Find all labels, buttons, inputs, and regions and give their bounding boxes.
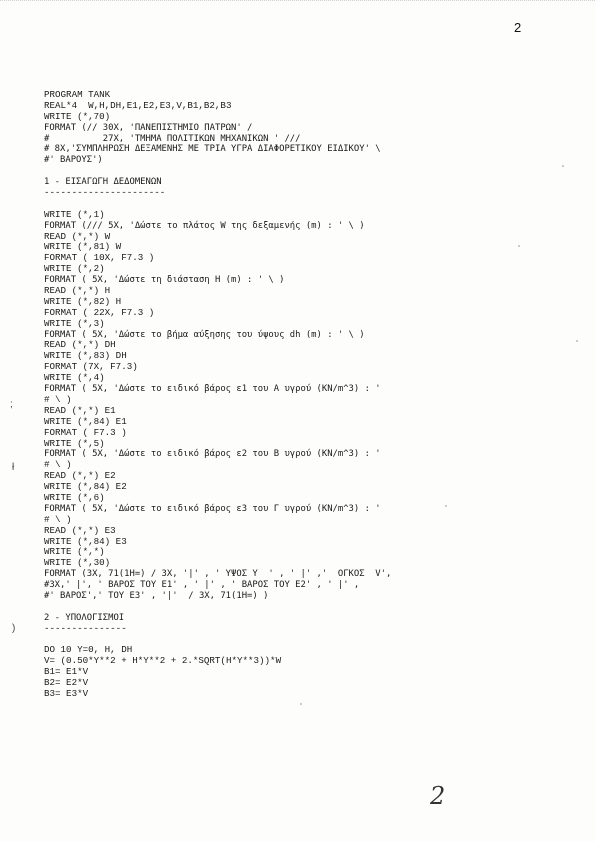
code-line: B2= E2*V — [44, 677, 89, 689]
code-line: WRITE (*,81) W — [44, 241, 122, 253]
page-number: 2 — [514, 20, 522, 35]
code-line: READ (*,*) H — [44, 285, 111, 297]
margin-mark: ) — [12, 623, 16, 634]
code-line: WRITE (*,*) — [44, 546, 105, 558]
scan-speck — [576, 340, 578, 342]
code-line: FORMAT ( 22X, F7.3 ) — [44, 306, 155, 318]
code-line: WRITE (*,84) E1 — [44, 415, 127, 427]
margin-mark: ł — [12, 462, 15, 473]
code-line: FORMAT (7X, F7.3) — [44, 361, 138, 373]
code-line: 1 - ΕΙΣΑΓΩΓΗ ΔΕΔΟΜΕΝΩΝ — [44, 177, 162, 188]
code-line: V= (0.50*Y**2 + H*Y**2 + 2.*SQRT(H*Y**3))*W — [44, 655, 282, 667]
scan-speck — [445, 505, 447, 507]
code-line: FORMAT (3X, 71(1H=) / 3X, '|' , ' ΥΨΟΣ Υ ' , ' |' ,' ΟΓΚΟΣ V', — [44, 569, 392, 580]
page-top-edge — [0, 0, 595, 2]
code-line: #3X,' |', ' ΒΑΡΟΣ ΤΟΥ Ε1' , ' |' , ' ΒΑΡΟΣ ΤΟΥ Ε2' , ' |' , — [44, 580, 360, 591]
handwritten-page-number: 2 — [430, 782, 446, 810]
code-line: WRITE (*,84) E2 — [44, 481, 127, 493]
code-line: WRITE (*,4) — [44, 372, 105, 384]
blank-line — [44, 199, 584, 210]
code-line: FORMAT ( 5X, 'Δώστε το ειδικό βάρος ε1 του Α υγρού (KN/m^3) : ' — [44, 384, 381, 395]
code-line: FORMAT ( F7.3 ) — [44, 426, 127, 438]
code-line: DO 10 Y=0, H, DH — [44, 644, 133, 656]
code-line: FORMAT (/// 5X, 'Δώστε το πλάτος W της δεξαμενής (m) : ' \ ) — [44, 220, 365, 231]
code-line: WRITE (*,2) — [44, 263, 105, 275]
code-line: FORMAT ( 5X, 'Δώστε τη διάσταση H (m) : ' \ ) — [44, 275, 285, 286]
scan-speck — [518, 245, 520, 247]
code-line: B3= E3*V — [44, 687, 89, 699]
code-line: WRITE (*,30) — [44, 557, 111, 569]
code-line: READ (*,*) E2 — [44, 470, 116, 482]
fortran-source-listing — [44, 90, 584, 700]
code-line: WRITE (*,83) DH — [44, 350, 127, 362]
code-line: FORMAT ( 5X, 'Δώστε το βήμα αύξησης του ύψους dh (m) : ' \ ) — [44, 329, 365, 340]
code-line: READ (*,*) DH — [44, 339, 116, 351]
code-line: WRITE (*,5) — [44, 437, 105, 449]
code-line: B1= E1*V — [44, 666, 89, 678]
code-line: # \ ) — [44, 393, 72, 405]
code-line: --------------- — [44, 622, 127, 634]
code-line: 2 - ΥΠΟΛΟΓΙΣΜΟΙ — [44, 612, 125, 623]
code-line: # 8X,'ΣΥΜΠΛΗΡΩΣΗ ΔΕΞΑΜΕΝΗΣ ΜΕ ΤΡΙΑ ΥΓΡΑ ΔΙΑΦΟΡΕΤΙΚΟΥ ΕΙΔΙΚΟΥ' \ — [44, 144, 381, 155]
blank-line — [44, 166, 584, 177]
code-line: WRITE (*,6) — [44, 491, 105, 503]
code-line: READ (*,*) W — [44, 230, 111, 242]
code-line: # 27X, 'ΤΜΗΜΑ ΠΟΛΙΤΙΚΩΝ ΜΗΧΑΝΙΚΩΝ ' /// — [44, 133, 301, 144]
code-line: PROGRAM TANK — [44, 89, 111, 100]
scan-speck — [562, 165, 564, 167]
code-line: FORMAT ( 5X, 'Δώστε το ειδικό βάρος ε2 του Β υγρού (KN/m^3) : ' — [44, 449, 381, 460]
code-line: READ (*,*) E3 — [44, 524, 116, 536]
code-line: FORMAT ( 5X, 'Δώστε το ειδικό βάρος ε3 του Γ υγρού (KN/m^3) : ' — [44, 503, 381, 514]
code-line: WRITE (*,84) E3 — [44, 535, 127, 547]
code-line: FORMAT ( 10X, F7.3 ) — [44, 252, 155, 264]
scan-speck — [300, 703, 302, 705]
margin-mark: ; — [10, 399, 13, 410]
code-line: WRITE (*,3) — [44, 317, 105, 329]
code-line: WRITE (*,1) — [44, 208, 105, 220]
blank-line — [44, 602, 584, 613]
code-line: READ (*,*) E1 — [44, 404, 116, 416]
code-line: # \ ) — [44, 513, 72, 525]
code-line: #' ΒΑΡΟΥΣ') — [44, 155, 103, 166]
code-line: ---------------------- — [44, 187, 166, 199]
code-line: REAL*4 W,H,DH,E1,E2,E3,V,B1,B2,B3 — [44, 99, 232, 111]
code-line: WRITE (*,70) — [44, 110, 111, 122]
code-line: WRITE (*,82) H — [44, 295, 122, 307]
code-line: #' ΒΑΡΟΣ',' ΤΟΥ Ε3' , '|' / 3X, 71(1H=) ) — [44, 590, 269, 601]
code-line: # \ ) — [44, 459, 72, 471]
code-line: FORMAT (// 30X, 'ΠΑΝΕΠΙΣΤΗΜΙΟ ΠΑΤΡΩΝ' / — [44, 122, 253, 133]
